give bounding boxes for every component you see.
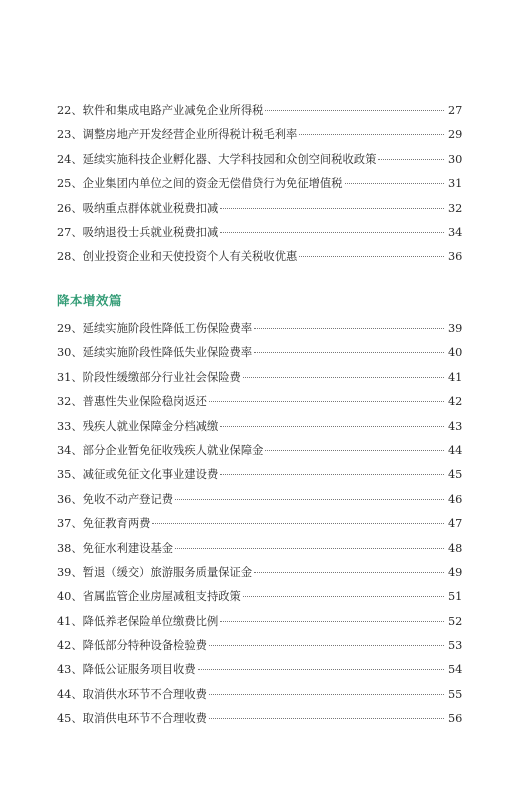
- toc-entry[interactable]: [57, 561, 462, 585]
- toc-entry-number: 29、: [57, 322, 83, 335]
- toc-entry-title: 吸纳重点群体就业税费扣减: [82, 201, 219, 215]
- toc-entry-number: 23、: [57, 128, 83, 142]
- toc-entry[interactable]: [57, 585, 462, 609]
- toc-entry-title: 残疾人就业保障金分档减缴: [82, 419, 219, 433]
- toc-entry-title: 免收不动产登记费: [82, 492, 174, 506]
- toc-entry-page-number: 56: [448, 712, 463, 726]
- toc-entry[interactable]: [57, 610, 462, 634]
- dot-leader: [345, 183, 444, 184]
- toc-entry[interactable]: [57, 415, 462, 439]
- toc-entry-number: 33、: [57, 419, 83, 433]
- toc-entry-page-number: 34: [448, 225, 463, 239]
- toc-entry[interactable]: [57, 707, 462, 731]
- toc-entry-number: 38、: [57, 541, 83, 555]
- dot-leader: [175, 499, 444, 500]
- toc-entry-title: 软件和集成电路产业减免企业所得税: [82, 104, 264, 117]
- toc-entry-number: 31、: [57, 370, 83, 384]
- dot-leader: [209, 694, 444, 695]
- toc-entry-title: 免征教育两费: [82, 517, 151, 531]
- toc-entry-page-number: 42: [448, 395, 463, 409]
- toc-entry-page-number: 44: [448, 443, 463, 457]
- toc-entry-page-number: 32: [448, 201, 463, 215]
- toc-entry[interactable]: [57, 439, 462, 463]
- toc-entry-page-number: 40: [448, 346, 463, 360]
- toc-entry-page-number: 27: [448, 104, 463, 117]
- dot-leader: [220, 232, 444, 233]
- toc-entry[interactable]: [57, 463, 462, 487]
- toc-entry-page-number: 51: [448, 590, 463, 604]
- toc-entry-page-number: 36: [448, 250, 463, 264]
- toc-list: [57, 99, 462, 270]
- toc-entry-number: 42、: [57, 639, 83, 653]
- toc-entry-number: 30、: [57, 346, 83, 360]
- toc-entry-title: 取消供水环节不合理收费: [82, 687, 207, 701]
- toc-entry-title: 延续实施阶段性降低工伤保险费率: [82, 322, 253, 335]
- toc-entry-title: 降低公证服务项目收费: [82, 663, 196, 677]
- dot-leader: [220, 208, 444, 209]
- toc-entry[interactable]: [57, 172, 462, 196]
- dot-leader: [220, 474, 444, 475]
- toc-entry-title: 企业集团内单位之间的资金无偿借贷行为免征增值税: [82, 177, 343, 191]
- toc-entry[interactable]: [57, 366, 462, 390]
- dot-leader: [152, 523, 444, 524]
- toc-entry[interactable]: [57, 123, 462, 147]
- toc-entry-number: 44、: [57, 687, 83, 701]
- toc-entry-number: 43、: [57, 663, 83, 677]
- dot-leader: [254, 328, 444, 329]
- dot-leader: [265, 450, 444, 451]
- dot-leader: [378, 159, 444, 160]
- toc-entry-number: 25、: [57, 177, 83, 191]
- toc-entry-page-number: 52: [448, 614, 463, 628]
- toc-entry-title: 部分企业暂免征收残疾人就业保障金: [82, 443, 264, 457]
- dot-leader: [175, 548, 444, 549]
- toc-entry[interactable]: [57, 634, 462, 658]
- dot-leader: [209, 645, 444, 646]
- toc-entry-page-number: 49: [448, 565, 463, 579]
- dot-leader: [243, 596, 444, 597]
- toc-entry-title: 减征或免征文化事业建设费: [82, 468, 219, 482]
- toc-entry-page-number: 55: [448, 687, 463, 701]
- toc-entry-number: 40、: [57, 590, 83, 604]
- dot-leader: [220, 426, 444, 427]
- toc-entry-number: 24、: [57, 152, 83, 166]
- toc-entry-title: 延续实施阶段性降低失业保险费率: [82, 346, 253, 360]
- dot-leader: [209, 718, 444, 719]
- section-heading: 降本增效篇: [57, 293, 123, 308]
- toc-entry-number: 26、: [57, 201, 83, 215]
- toc-entry-number: 32、: [57, 395, 83, 409]
- toc-entry-number: 27、: [57, 225, 83, 239]
- toc-entry[interactable]: [57, 683, 462, 707]
- toc-entry[interactable]: [57, 245, 462, 269]
- toc-entry[interactable]: [57, 512, 462, 536]
- toc-entry-number: 45、: [57, 712, 83, 726]
- toc-entry-page-number: 54: [448, 663, 463, 677]
- toc-entry-number: 41、: [57, 614, 83, 628]
- toc-entry-number: 39、: [57, 565, 83, 579]
- toc-entry-title: 取消供电环节不合理收费: [82, 712, 207, 726]
- toc-entry-title: 吸纳退役士兵就业税费扣减: [82, 225, 219, 239]
- toc-entry-page-number: 39: [448, 322, 463, 335]
- toc-entry[interactable]: [57, 488, 462, 512]
- toc-entry-number: 22、: [57, 104, 83, 117]
- dot-leader: [209, 401, 444, 402]
- toc-entry-page-number: 53: [448, 639, 463, 653]
- toc-entry-page-number: 46: [448, 492, 463, 506]
- toc-entry-title: 延续实施科技企业孵化器、大学科技园和众创空间税收政策: [82, 152, 377, 166]
- toc-entry-title: 创业投资企业和天使投资个人有关税收优惠: [82, 250, 298, 264]
- toc-entry-title: 调整房地产开发经营企业所得税计税毛利率: [82, 128, 298, 142]
- toc-entry-title: 免征水利建设基金: [82, 541, 174, 555]
- toc-entry-number: 36、: [57, 492, 83, 506]
- toc-entry-title: 暂退（缓交）旅游服务质量保证金: [82, 565, 253, 579]
- dot-leader: [265, 110, 444, 111]
- toc-entry-title: 省属监管企业房屋减租支持政策: [82, 590, 241, 604]
- toc-entry-title: 阶段性缓缴部分行业社会保险费: [82, 370, 241, 384]
- toc-entry[interactable]: [57, 99, 462, 123]
- toc-entry-page-number: 43: [448, 419, 463, 433]
- toc-entry[interactable]: [57, 341, 462, 365]
- toc-entry-page-number: 29: [448, 128, 463, 142]
- toc-entry-number: 28、: [57, 250, 83, 264]
- toc-entry[interactable]: [57, 221, 462, 245]
- toc-entry-page-number: 30: [448, 152, 463, 166]
- toc-section-tax: [57, 99, 462, 270]
- toc-entry-title: 降低养老保险单位缴费比例: [82, 614, 219, 628]
- toc-entry[interactable]: [57, 658, 462, 682]
- dot-leader: [198, 669, 444, 670]
- toc-entry-page-number: 45: [448, 468, 463, 482]
- toc-entry[interactable]: [57, 317, 462, 341]
- toc-entry[interactable]: [57, 197, 462, 221]
- dot-leader: [243, 377, 444, 378]
- toc-entry-number: 34、: [57, 443, 83, 457]
- toc-list: [57, 317, 462, 732]
- toc-entry[interactable]: [57, 537, 462, 561]
- dot-leader: [220, 621, 444, 622]
- toc-section-cost-reduction: [57, 317, 462, 732]
- toc-entry-page-number: 31: [448, 177, 463, 191]
- dot-leader: [299, 256, 444, 257]
- toc-entry-page-number: 47: [448, 517, 463, 531]
- toc-entry-number: 35、: [57, 468, 83, 482]
- toc-entry[interactable]: [57, 390, 462, 414]
- dot-leader: [254, 352, 444, 353]
- toc-entry[interactable]: [57, 148, 462, 172]
- toc-entry-page-number: 48: [448, 541, 463, 555]
- toc-entry-page-number: 41: [448, 370, 463, 384]
- toc-entry-number: 37、: [57, 517, 83, 531]
- dot-leader: [254, 572, 444, 573]
- toc-entry-title: 普惠性失业保险稳岗返还: [82, 395, 207, 409]
- dot-leader: [299, 134, 444, 135]
- toc-entry-title: 降低部分特种设备检验费: [82, 639, 207, 653]
